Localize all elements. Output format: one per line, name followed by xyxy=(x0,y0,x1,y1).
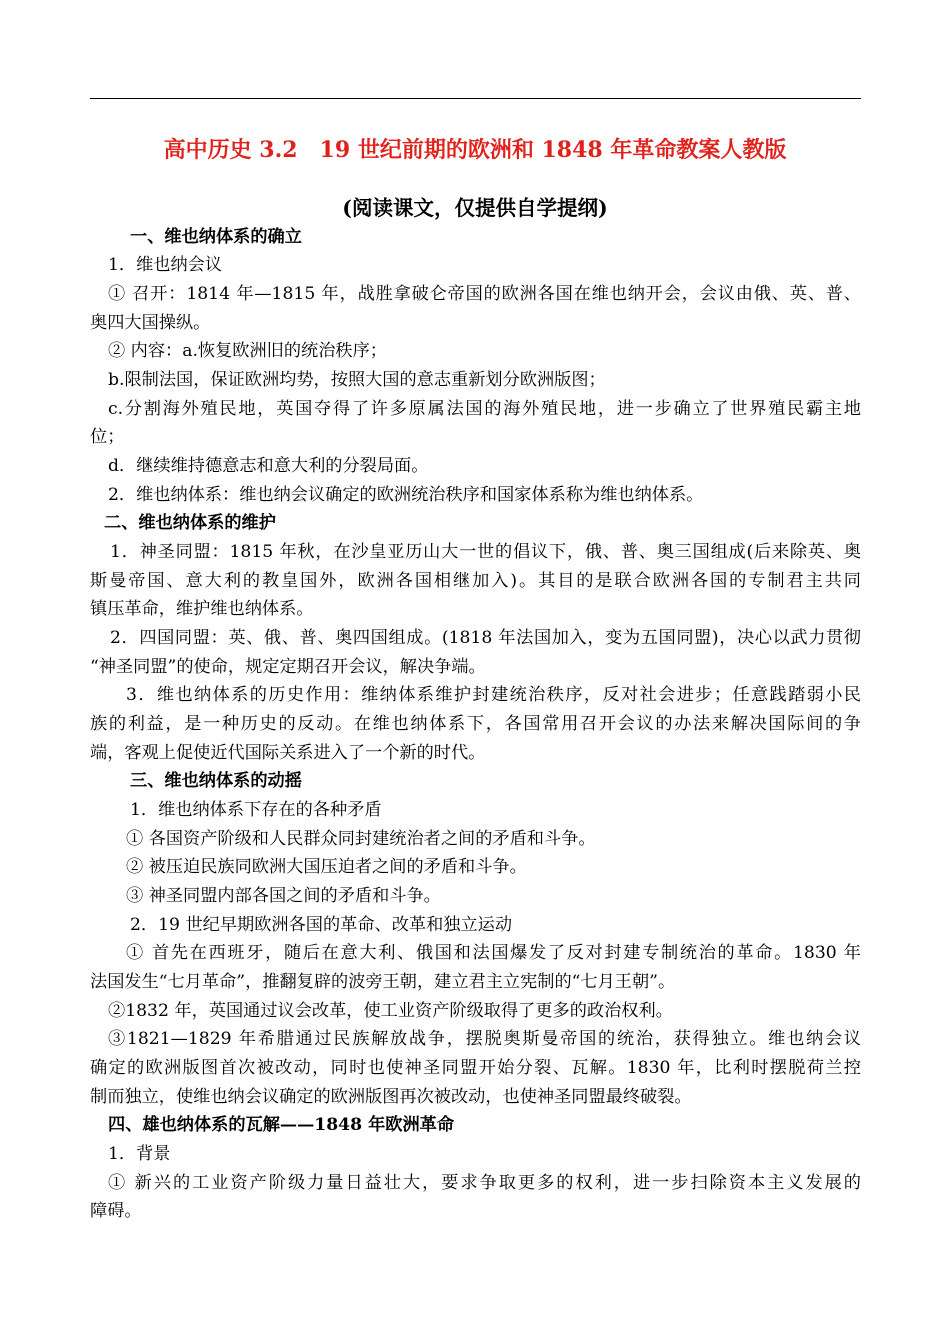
section-heading-1: 一、维也纳体系的确立 xyxy=(130,227,302,247)
paragraph-line: 2．维也纳体系：维也纳会议确定的欧洲统治秩序和国家体系称为维也纳体系。 xyxy=(108,485,704,505)
paragraph-line: 位； xyxy=(90,427,125,447)
paragraph-line: “神圣同盟”的使命，规定定期召开会议，解决争端。 xyxy=(90,657,486,677)
paragraph-line: 制而独立，使维也纳会议确定的欧洲版图再次被改动，也使神圣同盟最终破裂。 xyxy=(90,1087,692,1107)
paragraph-line: ③ 神圣同盟内部各国之间的矛盾和斗争。 xyxy=(126,886,441,906)
document-subtitle: (阅读课文，仅提供自学提纲) xyxy=(342,196,608,220)
paragraph-line: 3．维也纳体系的历史作用：维纳体系维护封建统治秩序，反对社会进步；任意践踏弱小民 xyxy=(126,685,861,705)
section-heading-2: 二、维也纳体系的维护 xyxy=(104,513,276,533)
paragraph-line: ②1832 年，英国通过议会改革，使工业资产阶级取得了更多的政治权利。 xyxy=(108,1001,673,1021)
paragraph-line: ① 首先在西班牙，随后在意大利、俄国和法国爆发了反对封建专制统治的革命。1830 年 xyxy=(126,943,861,963)
paragraph-line: d．继续维持德意志和意大利的分裂局面。 xyxy=(108,456,429,476)
paragraph-line: 奥四大国操纵。 xyxy=(90,313,211,333)
section-heading-4: 四、雄也纳体系的瓦解——1848 年欧洲革命 xyxy=(108,1115,455,1135)
paragraph-line: 2．四国同盟：英、俄、普、奥四国组成。(1818 年法国加入，变为五国同盟)，决心以武力贯彻 xyxy=(110,628,861,648)
paragraph-line: 法国发生“七月革命”，推翻复辟的波旁王朝，建立君主立宪制的“七月王朝”。 xyxy=(90,972,676,992)
paragraph-line: 端，客观上促使近代国际关系进入了一个新的时代。 xyxy=(90,743,486,763)
paragraph-line: ① 召开：1814 年—1815 年，战胜拿破仑帝国的欧洲各国在维也纳开会，会议由俄、英、普、 xyxy=(108,284,861,304)
paragraph-line: ① 各国资产阶级和人民群众同封建统治者之间的矛盾和斗争。 xyxy=(126,829,596,849)
paragraph-line: 障碍。 xyxy=(90,1201,142,1221)
paragraph-line: 1．背景 xyxy=(108,1144,171,1164)
document-title: 高中历史 3.2 19 世纪前期的欧洲和 1848 年革命教案人教版 xyxy=(163,137,787,163)
paragraph-line: c.分割海外殖民地，英国夺得了许多原属法国的海外殖民地，进一步确立了世界殖民霸主地 xyxy=(108,399,861,419)
paragraph-line: 确定的欧洲版图首次被改动，同时也使神圣同盟开始分裂、瓦解。1830 年，比利时摆脱荷兰控 xyxy=(90,1058,861,1078)
paragraph-line: 斯曼帝国、意大利的教皇国外，欧洲各国相继加入)。其目的是联合欧洲各国的专制君主共同 xyxy=(90,571,861,591)
paragraph-line: ③1821—1829 年希腊通过民族解放战争，摆脱奥斯曼帝国的统治，获得独立。维也纳会议 xyxy=(108,1029,861,1049)
paragraph-line: b.限制法国，保证欧洲均势，按照大国的意志重新划分欧洲版图； xyxy=(108,370,606,390)
paragraph-line: ② 被压迫民族同欧洲大国压迫者之间的矛盾和斗争。 xyxy=(126,857,527,877)
paragraph-line: ① 新兴的工业资产阶级力量日益壮大，要求争取更多的权利，进一步扫除资本主义发展的 xyxy=(108,1173,861,1193)
paragraph-line: 1．神圣同盟：1815 年秋，在沙皇亚历山大一世的倡议下，俄、普、奥三国组成(后来除英、奥 xyxy=(110,542,861,562)
paragraph-line: 镇压革命，维护维也纳体系。 xyxy=(90,599,314,619)
section-heading-3: 三、维也纳体系的动摇 xyxy=(130,771,302,791)
paragraph-line: ② 内容：a.恢复欧洲旧的统治秩序； xyxy=(108,341,387,361)
header-rule xyxy=(90,98,861,99)
paragraph-line: 1．维也纳体系下存在的各种矛盾 xyxy=(130,800,382,820)
paragraph-line: 2．19 世纪早期欧洲各国的革命、改革和独立运动 xyxy=(130,915,513,935)
paragraph-line: 族的利益，是一种历史的反动。在维也纳体系下，各国常用召开会议的办法来解决国际间的争 xyxy=(90,714,861,734)
paragraph-line: 1．维也纳会议 xyxy=(108,255,223,275)
